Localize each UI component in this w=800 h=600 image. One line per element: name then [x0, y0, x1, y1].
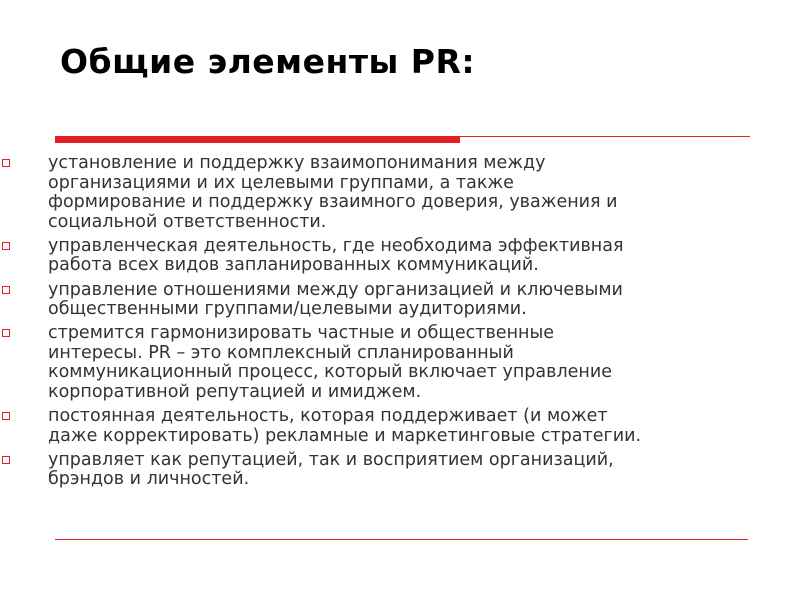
- footer-divider: [55, 539, 748, 540]
- square-bullet-icon: [2, 329, 10, 337]
- bullet-line: организациями и их целевыми группами, а также: [48, 172, 514, 193]
- bullet-item: [0, 451, 790, 490]
- bullet-line: управляет как репутацией, так и восприятием организаций,: [48, 449, 614, 470]
- slide-title: Общие элементы PR:: [60, 42, 476, 81]
- square-bullet-icon: [2, 286, 10, 294]
- title-underline-thick: [55, 136, 460, 143]
- bullet-item: [0, 281, 790, 320]
- bullet-line: корпоративной репутацией и имиджем.: [48, 382, 422, 403]
- bullet-line: формирование и поддержку взаимного доверия, уважения и: [48, 192, 618, 213]
- bullet-line: стремится гармонизировать частные и общественные: [48, 323, 555, 344]
- square-bullet-icon: [2, 456, 10, 464]
- bullet-line: интересы. PR – это комплексный спланированный: [48, 342, 514, 363]
- bullet-line: брэндов и личностей.: [48, 469, 250, 490]
- bullet-line: даже корректировать) рекламные и маркетинговые стратегии.: [48, 425, 642, 446]
- square-bullet-icon: [2, 159, 10, 167]
- square-bullet-icon: [2, 242, 10, 250]
- bullet-line: коммуникационный процесс, который включает управление: [48, 362, 612, 383]
- title-underline-thin: [460, 136, 750, 137]
- bullet-line: управленческая деятельность, где необходима эффективная: [48, 235, 624, 256]
- bullet-item: [0, 237, 790, 276]
- bullet-line: общественными группами/целевыми аудиториями.: [48, 299, 527, 320]
- square-bullet-icon: [2, 412, 10, 420]
- bullet-line: постоянная деятельность, которая поддерживает (и может: [48, 406, 608, 427]
- bullet-item: [0, 324, 790, 402]
- bullet-list: [0, 154, 790, 495]
- bullet-line: установление и поддержку взаимопонимания между: [48, 153, 546, 173]
- bullet-line: социальной ответственности.: [48, 211, 327, 232]
- bullet-line: работа всех видов запланированных коммуникаций.: [48, 255, 539, 276]
- bullet-line: управление отношениями между организацией и ключевыми: [48, 279, 623, 300]
- bullet-item: [0, 407, 790, 446]
- bullet-item: [0, 154, 790, 232]
